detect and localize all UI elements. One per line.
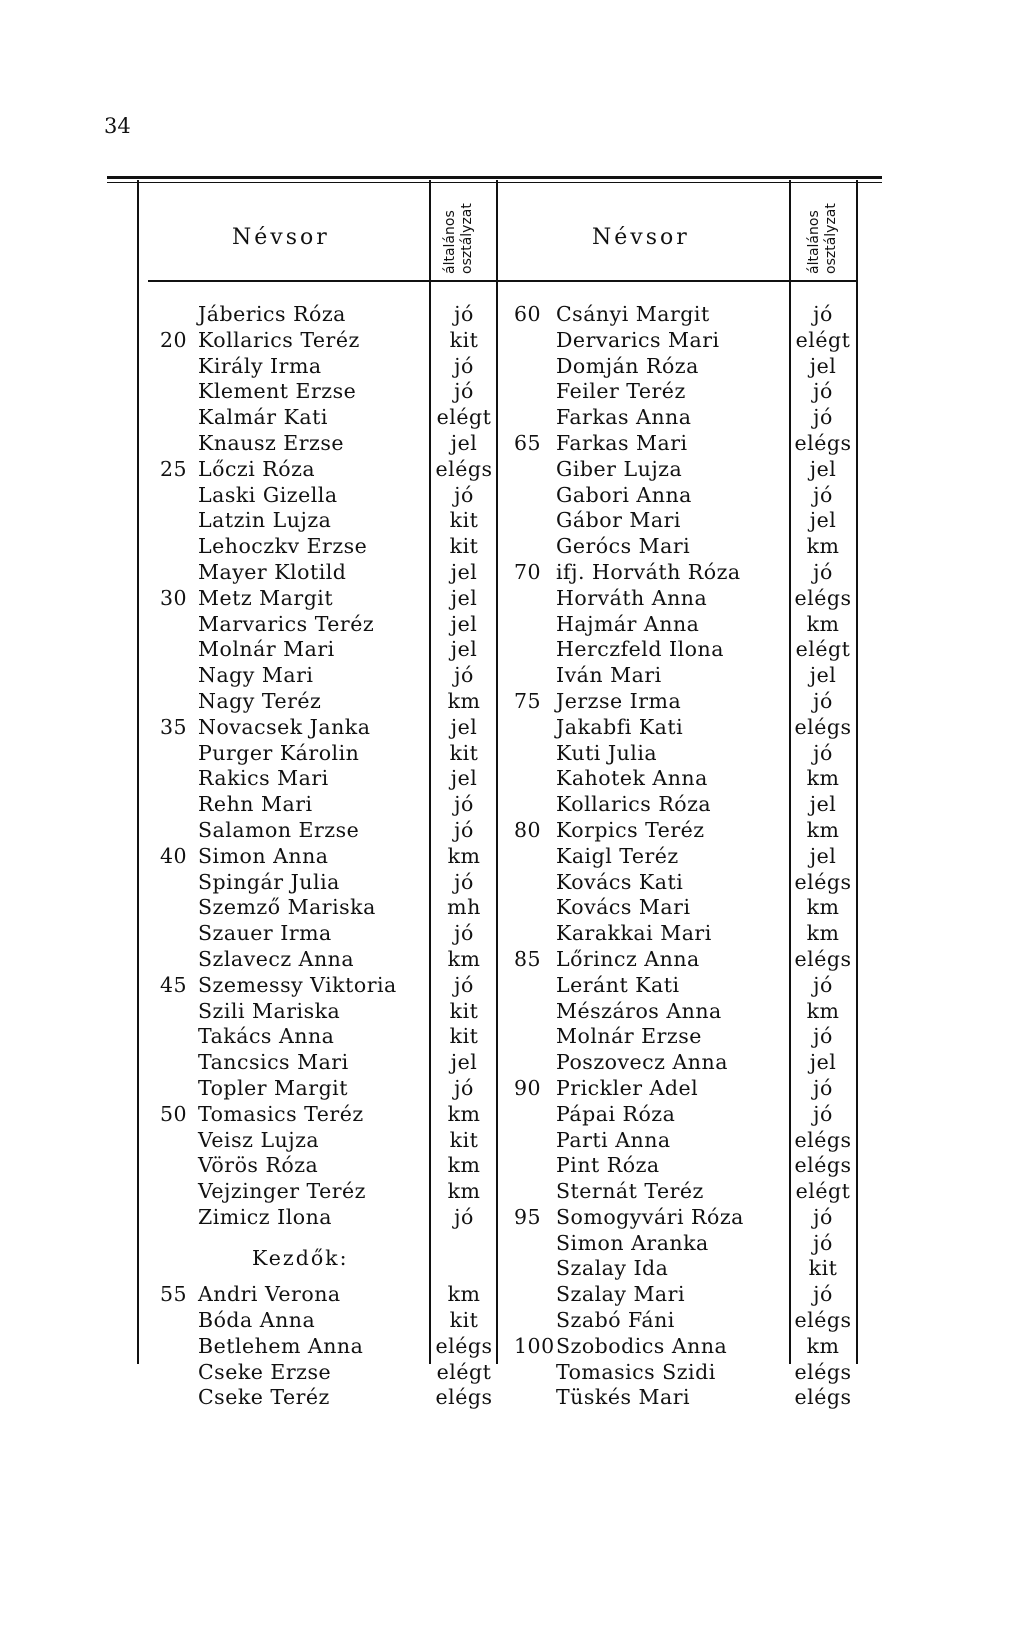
line-number: 65 [514,430,542,455]
student-name: Rehn Mari [198,792,313,817]
student-name: Salamon Erzse [198,817,360,842]
grade: km [806,998,840,1023]
table-row [0,1256,1024,1282]
grade: jó [454,1075,474,1100]
grade: jó [454,972,474,997]
table-row [0,1128,1024,1154]
grade: jó [813,688,833,713]
table-row [0,844,1024,870]
header-grade-col2 [806,194,840,274]
student-name: Parti Anna [556,1127,671,1152]
student-name: ifj. Horváth Róza [556,559,741,584]
grade: jó [454,302,474,326]
student-name: Farkas Mari [556,430,688,455]
table-row [0,947,1024,973]
student-name: Klement Erzse [198,379,357,404]
table-row [0,431,1024,457]
table-row [0,354,1024,380]
grade: kit [449,1308,479,1333]
student-name: Szlavecz Anna [198,946,355,971]
line-number: 90 [514,1075,542,1100]
grade: elégs [794,714,852,739]
grade: elégt [436,1359,492,1384]
student-name: Molnár Erzse [556,1024,702,1049]
grade: jó [454,817,474,842]
grade: jel [809,663,837,688]
grade: elégt [795,1179,851,1204]
grade: jel [450,714,478,739]
line-number: 50 [160,1101,188,1126]
table-row [0,870,1024,896]
table-row [0,1050,1024,1076]
table-row [0,1153,1024,1179]
student-name: Metz Margit [198,585,334,610]
grade: jel [809,843,837,868]
student-name: Iván Mari [556,663,662,688]
grade: kit [449,998,479,1023]
grade: jó [813,405,833,430]
table-row [0,792,1024,818]
grade: elégs [435,1333,493,1358]
student-name: Laski Gizella [198,482,338,507]
student-name: Szauer Irma [198,921,332,946]
table-row [0,379,1024,405]
table-row [0,405,1024,431]
table-row [0,895,1024,921]
grade: elégs [794,1385,852,1410]
student-name: Király Irma [198,353,322,378]
header-grade-col1 [442,194,476,274]
grade: jó [454,379,474,404]
student-name: Leránt Kati [556,972,680,997]
grade: jel [809,508,837,533]
grade: km [447,1179,481,1204]
grade: jel [809,792,837,817]
table-row [0,1308,1024,1334]
table-row [0,689,1024,715]
student-name: Jakabfi Kati [556,714,684,739]
roster-table [0,302,1024,1411]
line-number: 40 [160,843,188,868]
student-name: Kollarics Róza [556,792,712,817]
header-name-col2: Névsor [592,225,690,250]
table-row [0,560,1024,586]
top-rule [107,176,882,179]
student-name: Korpics Teréz [556,817,705,842]
table-row [0,1231,1024,1257]
grade: jó [454,663,474,688]
grade: elégs [794,946,852,971]
student-name: Molnár Mari [198,637,335,662]
grade: jel [809,353,837,378]
grade: jó [454,921,474,946]
student-name: Hajmár Anna [556,611,700,636]
grade: elégt [795,637,851,662]
line-number: 25 [160,456,188,481]
line-number: 70 [514,559,542,584]
student-name: Szemző Mariska [198,895,376,920]
grade: jel [450,611,478,636]
grade: mh [447,895,481,920]
grade: kit [449,1127,479,1152]
student-name: Spingár Julia [198,869,340,894]
student-name: Szalay Ida [556,1256,669,1281]
header-grade-col1-line2: osztályzat [459,203,475,274]
student-name: Szabó Fáni [556,1308,675,1333]
grade: jó [454,869,474,894]
grade: jó [813,1075,833,1100]
student-name: Kuti Julia [556,740,658,765]
line-number: 55 [160,1282,188,1307]
grade: km [806,895,840,920]
student-name: Tomasics Szidi [556,1359,716,1384]
student-name: Giber Lujza [556,456,683,481]
table-row [0,586,1024,612]
grade: elégs [794,869,852,894]
grade: km [447,1282,481,1307]
line-number: 45 [160,972,188,997]
student-name: Tomasics Teréz [198,1101,364,1126]
grade: jel [450,637,478,662]
student-name: Gábor Mari [556,508,681,533]
student-name: Karakkai Mari [556,921,712,946]
table-row [0,457,1024,483]
header-grade-col1-line1: általános [442,210,458,274]
grade: jó [813,482,833,507]
grade: km [447,843,481,868]
student-name: Mayer Klotild [198,559,347,584]
student-name: Kovács Mari [556,895,691,920]
student-name: Andri Verona [198,1282,341,1307]
table-row [0,715,1024,741]
table-row [0,302,1024,328]
grade: jel [450,1050,478,1075]
grade: km [806,1333,840,1358]
student-name: Marvarics Teréz [198,611,375,636]
student-name: Novacsek Janka [198,714,371,739]
line-number: 20 [160,327,188,352]
student-name: Kollarics Teréz [198,327,360,352]
student-name: Veisz Lujza [198,1127,320,1152]
header-grade-col2-line1: általános [806,210,822,274]
student-name: Simon Aranka [556,1230,709,1255]
grade: jó [813,1204,833,1229]
grade: km [447,1153,481,1178]
student-name: Gerócs Mari [556,534,691,559]
student-name: Tancsics Mari [198,1050,349,1075]
student-name: Simon Anna [198,843,329,868]
header-grade-col2-line2: osztályzat [823,203,839,274]
student-name: Mészáros Anna [556,998,722,1023]
line-number: 95 [514,1204,542,1229]
student-name: Szobodics Anna [556,1333,728,1358]
grade: elégt [795,327,851,352]
grade: km [806,921,840,946]
grade: kit [449,327,479,352]
student-name: Jerzse Irma [556,688,682,713]
student-name: Purger Károlin [198,740,360,765]
table-row [0,1205,1024,1231]
grade: km [447,688,481,713]
student-name: Kahotek Anna [556,766,708,791]
student-name: Cseke Erzse [198,1359,332,1384]
student-name: Somogyvári Róza [556,1204,744,1229]
student-name: Knausz Erzse [198,430,344,455]
student-name: Gabori Anna [556,482,692,507]
student-name: Cseke Teréz [198,1385,330,1410]
subheading-beginners: Kezdők: [252,1246,349,1270]
grade: jó [813,1024,833,1049]
line-number: 60 [514,302,542,326]
grade: elégs [794,1127,852,1152]
table-row [0,612,1024,638]
grade: kit [808,1256,838,1281]
table-row [0,534,1024,560]
table-row [0,921,1024,947]
student-name: Takács Anna [198,1024,335,1049]
table-row [0,483,1024,509]
student-name: Kaigl Teréz [556,843,679,868]
student-name: Csányi Margit [556,302,710,326]
grade: jó [813,740,833,765]
grade: kit [449,534,479,559]
grade: jel [809,1050,837,1075]
grade: km [447,1101,481,1126]
student-name: Horváth Anna [556,585,708,610]
grade: jó [813,302,833,326]
grade: elégs [435,456,493,481]
student-name: Latzin Lujza [198,508,332,533]
grade: km [806,766,840,791]
student-name: Rakics Mari [198,766,329,791]
grade: elégs [794,1359,852,1384]
grade: km [447,946,481,971]
grade: kit [449,1024,479,1049]
student-name: Vörös Róza [198,1153,319,1178]
grade: jó [454,482,474,507]
table-row [0,1282,1024,1308]
table-row [0,999,1024,1025]
table-row [0,766,1024,792]
grade: jó [454,1204,474,1229]
table-row [0,1024,1024,1050]
student-name: Zimicz Ilona [198,1204,333,1229]
table-row [0,328,1024,354]
header-rule [148,280,858,282]
student-name: Farkas Anna [556,405,692,430]
line-number: 85 [514,946,542,971]
table-row [0,973,1024,999]
table-row [0,1076,1024,1102]
line-number: 80 [514,817,542,842]
grade: jó [454,792,474,817]
line-number: 30 [160,585,188,610]
student-name: Topler Margit [198,1075,348,1100]
grade: jel [450,559,478,584]
grade: elégs [794,1308,852,1333]
student-name: Prickler Adel [556,1075,699,1100]
student-name: Nagy Mari [198,663,314,688]
table-row [0,1360,1024,1386]
grade: elégt [436,405,492,430]
student-name: Bóda Anna [198,1308,316,1333]
student-name: Pápai Róza [556,1101,676,1126]
grade: jel [809,456,837,481]
grade: km [806,534,840,559]
table-row [0,508,1024,534]
student-name: Pint Róza [556,1153,660,1178]
table-row [0,741,1024,767]
grade: kit [449,508,479,533]
grade: jó [813,379,833,404]
grade: elégs [435,1385,493,1410]
student-name: Sternát Teréz [556,1179,704,1204]
grade: jel [450,585,478,610]
grade: jó [813,559,833,584]
student-name: Kalmár Kati [198,405,328,430]
table-row [0,1179,1024,1205]
grade: km [806,611,840,636]
student-name: Vejzinger Teréz [198,1179,366,1204]
student-name: Szili Mariska [198,998,341,1023]
table-row [0,1102,1024,1128]
grade: jó [813,1101,833,1126]
student-name: Szemessy Viktoria [198,972,397,997]
student-name: Lehoczkv Erzse [198,534,368,559]
student-name: Poszovecz Anna [556,1050,728,1075]
grade: km [806,817,840,842]
grade: elégs [794,1153,852,1178]
grade: jó [813,1282,833,1307]
student-name: Tüskés Mari [556,1385,691,1410]
student-name: Herczfeld Ilona [556,637,724,662]
student-name: Domján Róza [556,353,699,378]
grade: jó [813,1230,833,1255]
table-row [0,663,1024,689]
student-name: Lőczi Róza [198,456,316,481]
table-row [0,637,1024,663]
grade: jel [450,430,478,455]
student-name: Nagy Teréz [198,688,322,713]
grade: kit [449,740,479,765]
student-name: Lőrincz Anna [556,946,700,971]
table-row [0,1334,1024,1360]
line-number: 75 [514,688,542,713]
student-name: Szalay Mari [556,1282,686,1307]
top-rule-thin [107,182,882,183]
line-number: 100 [514,1333,555,1358]
grade: elégs [794,430,852,455]
table-row [0,818,1024,844]
student-name: Betlehem Anna [198,1333,364,1358]
student-name: Jáberics Róza [198,302,346,326]
grade: jó [454,353,474,378]
grade: jó [813,972,833,997]
table-row [0,1385,1024,1411]
student-name: Feiler Teréz [556,379,686,404]
grade: elégs [794,585,852,610]
line-number: 35 [160,714,188,739]
student-name: Dervarics Mari [556,327,720,352]
page-number: 34 [104,114,131,138]
grade: jel [450,766,478,791]
student-name: Kovács Kati [556,869,684,894]
header-name-col1: Névsor [232,225,330,250]
